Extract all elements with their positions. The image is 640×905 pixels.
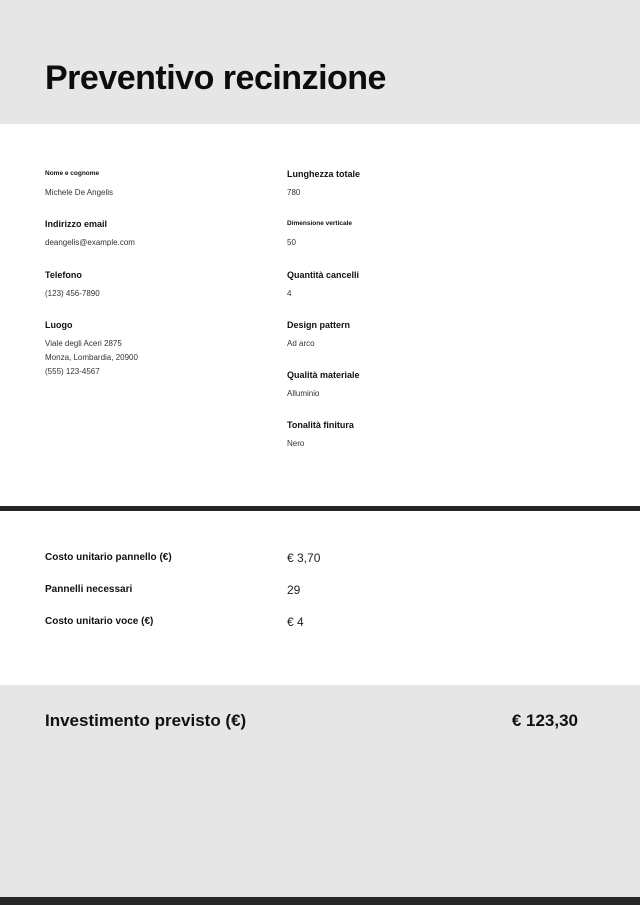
fence-material-field [287, 369, 587, 419]
details-section [0, 124, 640, 506]
total-band [0, 685, 640, 897]
fence-finish-value: Nero [287, 439, 305, 449]
client-column [45, 168, 275, 376]
total-label: Investimento previsto (€) [45, 711, 247, 730]
page-title: Preventivo recinzione [45, 59, 386, 97]
fence-design-value: Ad arco [287, 338, 315, 348]
item-unit-cost-label: Costo unitario voce (€) [45, 616, 154, 627]
fence-finish-label: Tonalità finitura [287, 420, 354, 431]
client-name-value: Michele De Angelis [45, 188, 114, 197]
footer-bar [0, 897, 640, 905]
fence-material-label: Qualità materiale [287, 370, 360, 381]
fence-height-field [287, 218, 587, 268]
fence-finish-field [287, 419, 587, 469]
client-email-label: Indirizzo email [45, 219, 108, 230]
header-band [0, 0, 640, 124]
client-email-field [45, 218, 275, 268]
fence-design-label: Design pattern [287, 319, 351, 330]
fence-length-label: Lunghezza totale [287, 169, 361, 179]
client-location-label: Luogo [45, 319, 73, 330]
client-name-field [45, 168, 275, 218]
fence-column [287, 168, 587, 470]
address-line-1: Viale degli Aceri 2875 [45, 338, 122, 348]
panels-needed-label: Pannelli necessari [45, 584, 133, 595]
costs-section [0, 511, 640, 685]
total-value: € 123,30 [511, 711, 578, 730]
client-phone-value: (123) 456-7890 [45, 288, 100, 298]
address-line-2: Monza, Lombardia, 20900 [45, 352, 138, 362]
fence-material-value: Alluminio [287, 389, 320, 399]
client-phone-field [45, 269, 275, 319]
fence-design-field [287, 319, 587, 369]
panel-unit-cost-row [45, 548, 605, 568]
client-location-value [45, 337, 275, 379]
client-location-field [45, 319, 275, 376]
fence-height-label: Dimensione verticale [287, 220, 353, 228]
client-phone-label: Telefono [45, 269, 82, 280]
fence-height-value: 50 [287, 238, 296, 248]
fence-gates-value: 4 [287, 288, 292, 298]
client-email-value: deangelis@example.com [45, 238, 135, 248]
fence-length-value: 780 [287, 188, 301, 197]
client-name-label: Nome e cognome [45, 170, 100, 177]
panels-needed-row [45, 580, 605, 600]
fence-length-field [287, 168, 587, 218]
panel-unit-cost-label: Costo unitario pannello (€) [45, 552, 172, 563]
item-unit-cost-row [45, 612, 605, 632]
fence-gates-field [287, 269, 587, 319]
panels-needed-value: 29 [287, 583, 301, 597]
item-unit-cost-value: € 4 [287, 615, 304, 629]
fence-gates-label: Quantità cancelli [287, 269, 360, 280]
panel-unit-cost-value: € 3,70 [287, 551, 321, 565]
address-line-3: (555) 123-4567 [45, 366, 100, 376]
